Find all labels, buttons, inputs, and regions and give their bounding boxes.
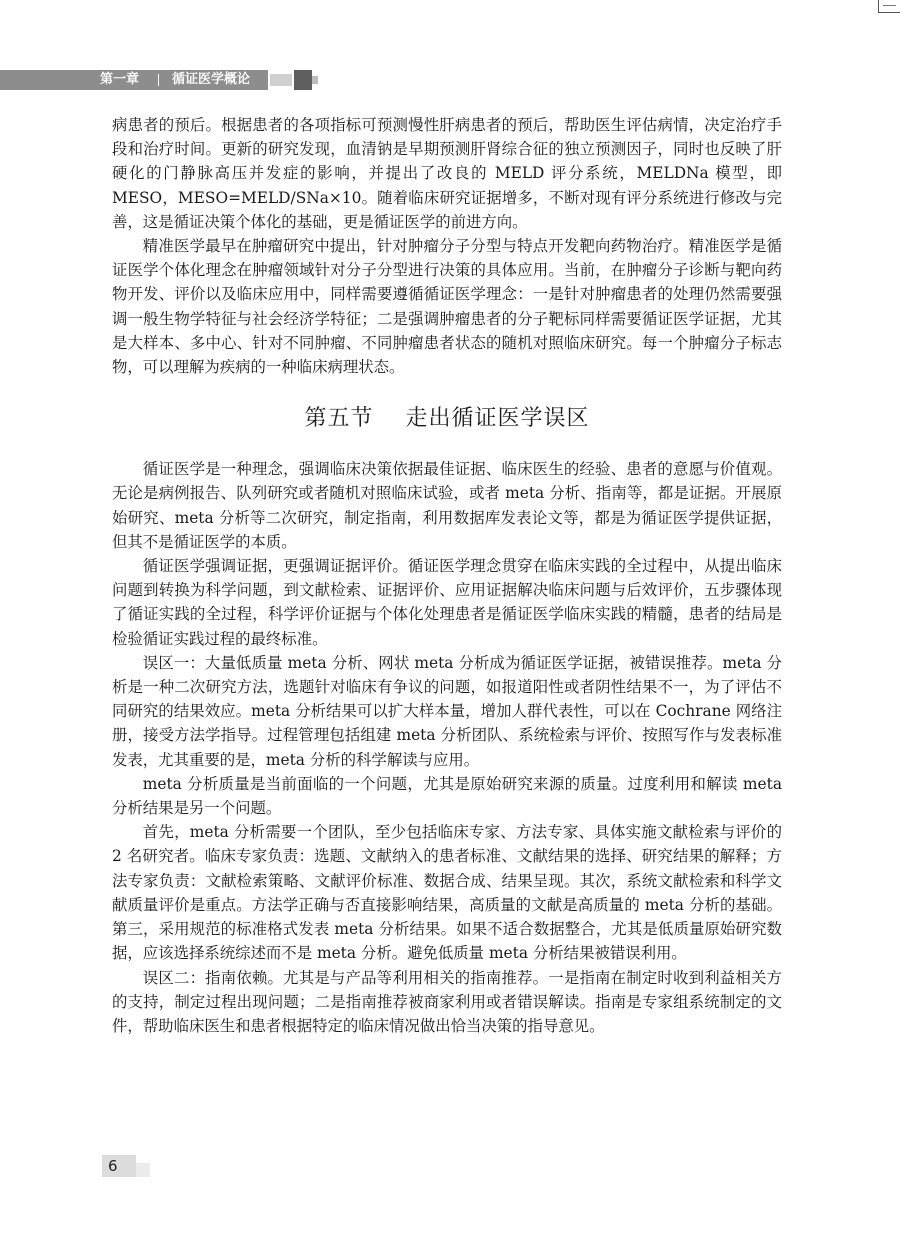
section-title: 走出循证医学误区 <box>405 406 590 432</box>
header-title: 循证医学概论 <box>172 72 251 87</box>
header-decoration <box>294 70 312 90</box>
page-footer <box>102 1155 150 1177</box>
page-number: 6 <box>108 1157 118 1175</box>
crop-mark-icon <box>878 0 900 13</box>
section-heading <box>112 405 782 433</box>
paragraph: meta 分析质量是当前面临的一个问题，尤其是原始研究来源的质量。过度利用和解读 meta 分析结果是另一个问题。 <box>112 774 782 818</box>
paragraph: 误区二：指南依赖。尤其是与产品等利用相关的指南推荐。一是指南在制定时收到利益相关方的支持，制定过程出现问题；二是指南推荐被商家利用或者错误解读。指南是专家组系统制定的文件，帮助临床医生和患者根据特定的临床情况做出恰当决策的指导意见。 <box>112 968 782 1035</box>
header-chapter: 第一章 <box>100 72 140 87</box>
paragraph: 误区一：大量低质量 meta 分析、网状 meta 分析成为循证医学证据，被错误推荐。meta 分析是一种二次研究方法，选题针对临床有争议的问题，如报道阳性或者阴性结果不一，为了评估不同研究的结果效应。meta 分析结果可以扩大样本量，增加人群代表性，可以在 Cochrane 网络注册，接受方法学指导。过程管理包括组建 meta 分析团队、系统检索与评价、按照写作与发表标准发表，尤其重要的是，meta 分析的科学解读与应用。 <box>112 653 782 769</box>
header-decoration <box>270 74 292 86</box>
paragraph: 首先，meta 分析需要一个团队，至少包括临床专家、方法专家、具体实施文献检索与评价的 2 名研究者。临床专家负责：选题、文献纳入的患者标准、文献结果的选择、研究结果的解释；方法专家负责：文献检索策略、文献评价标准、数据合成、结果呈现。其次，系统文献检索和科学文献质量评价是重点。方法学正确与否直接影响结果，高质量的文献是高质量的 meta 分析的基础。第三，采用规范的标准格式发表 meta 分析结果。如果不适合数据整合，尤其是低质量原始研究数据，应该选择系统综述而不是 meta 分析。避免低质量 meta 分析结果被错误利用。 <box>112 823 782 963</box>
page-number-decoration <box>136 1163 150 1177</box>
section-number: 第五节 <box>304 406 374 432</box>
page-content <box>112 113 782 1038</box>
paragraph: 病患者的预后。根据患者的各项指标可预测慢性肝病患者的预后，帮助医生评估病情，决定治疗手段和治疗时间。更新的研究发现，血清钠是早期预测肝肾综合征的独立预测因子，同时也反映了肝硬化的门静脉高压并发症的影响，并提出了改良的 MELD 评分系统，MELDNa 模型，即 MESO，MESO=MELD/SNa×10。随着临床研究证据增多，不断对现有评分系统进行修改与完善，这是循证决策个体化的基础，更是循证医学的前进方向。 <box>112 116 782 231</box>
running-header <box>0 70 318 90</box>
paragraph: 精准医学最早在肿瘤研究中提出，针对肿瘤分子分型与特点开发靶向药物治疗。精准医学是循证医学个体化理念在肿瘤领域针对分子分型进行决策的具体应用。当前，在肿瘤分子诊断与靶向药物开发、评价以及临床应用中，同样需要遵循循证医学理念：一是针对肿瘤患者的处理仍然需要强调一般生物学特征与社会经济学特征；二是强调肿瘤患者的分子靶标同样需要循证医学证据，尤其是大样本、多中心、针对不同肿瘤、不同肿瘤患者状态的随机对照临床研究。每一个肿瘤分子标志物，可以理解为疾病的一种临床病理状态。 <box>112 237 782 377</box>
header-divider <box>158 74 159 86</box>
paragraph: 循证医学强调证据，更强调证据评价。循证医学理念贯穿在临床实践的全过程中，从提出临床问题到转换为科学问题，到文献检索、证据评价、应用证据解决临床问题与后效评价，五步骤体现了循证实践的全过程，科学评价证据与个体化处理患者是循证医学临床实践的精髓，患者的结局是检验循证实践过程的最终标准。 <box>112 557 782 648</box>
header-decoration <box>312 76 318 84</box>
paragraph: 循证医学是一种理念，强调临床决策依据最佳证据、临床医生的经验、患者的意愿与价值观。无论是病例报告、队列研究或者随机对照临床试验，或者 meta 分析、指南等，都是证据。开展原始研究、meta 分析等二次研究，制定指南，利用数据库发表论文等，都是为循证医学提供证据，但其不是循证医学的本质。 <box>112 460 782 551</box>
